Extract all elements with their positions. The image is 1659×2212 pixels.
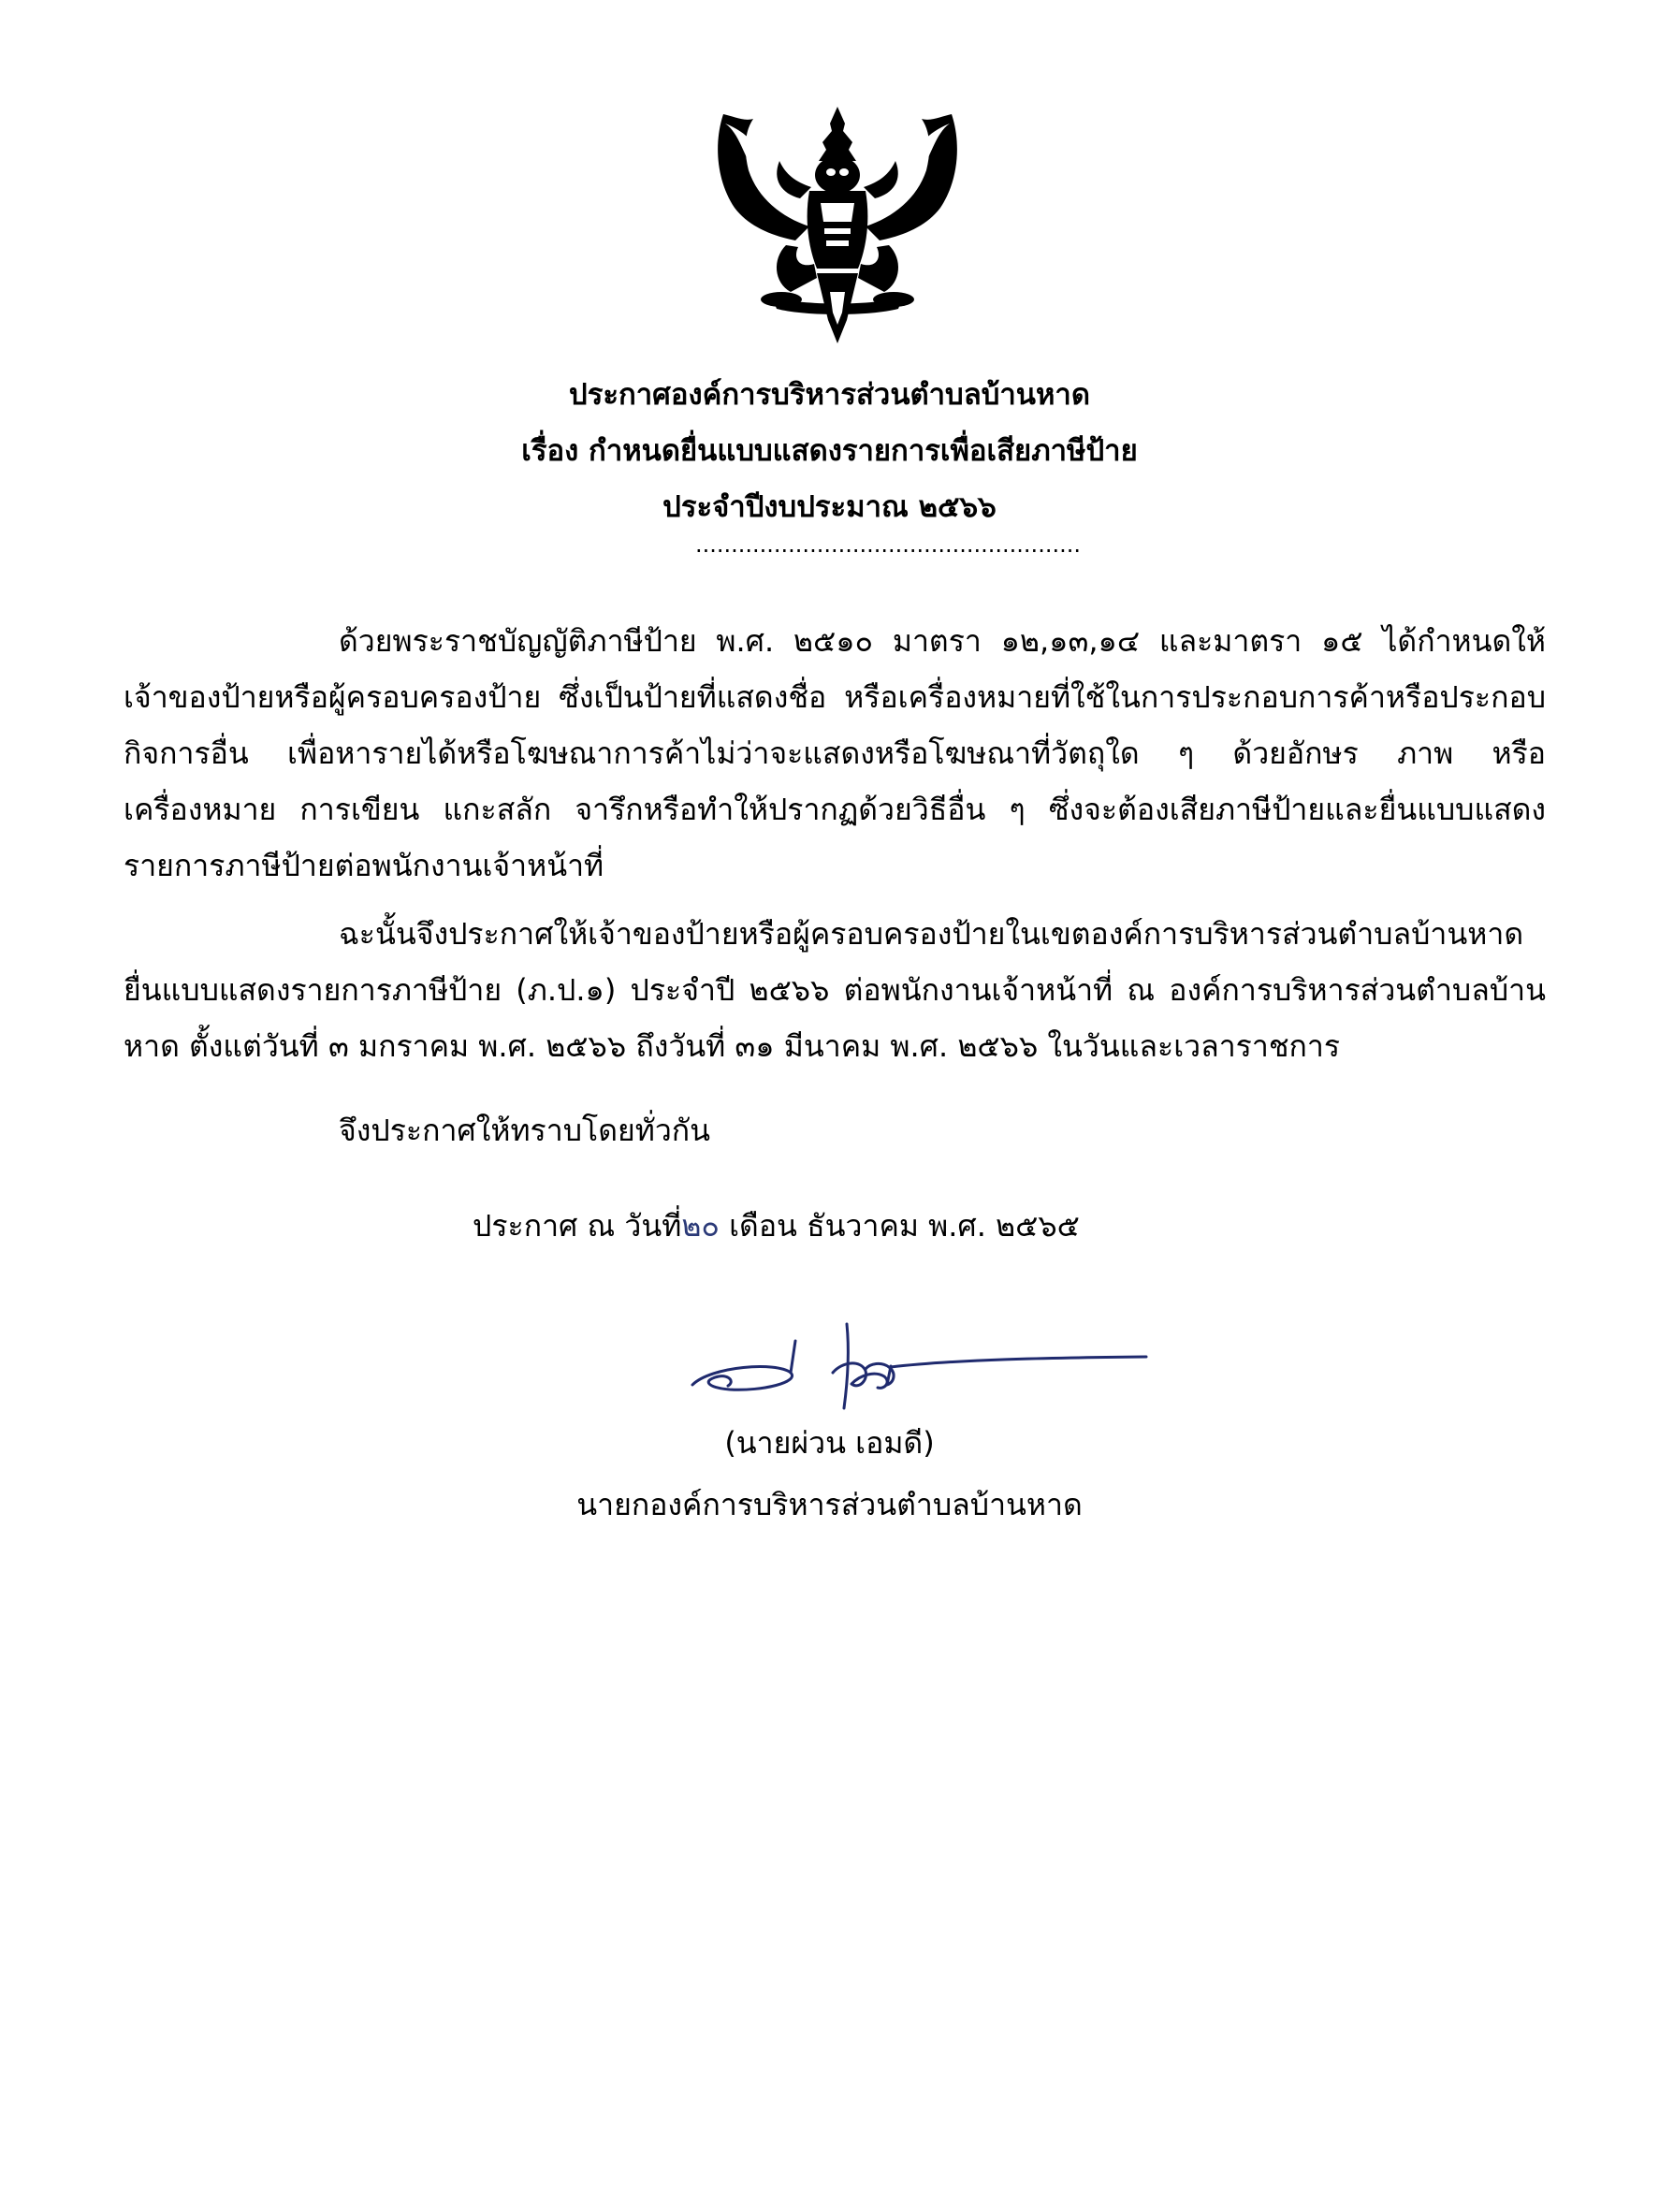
announcement-date <box>473 1198 1080 1254</box>
handwritten-signature <box>674 1315 1151 1418</box>
body-paragraph-3: จึงประกาศให้ทราบโดยทั่วกัน <box>339 1113 711 1148</box>
date-prefix: ประกาศ ณ วันที่ <box>473 1208 682 1244</box>
date-month-year: เดือน ธันวาคม พ.ศ. ๒๕๖๕ <box>719 1208 1080 1244</box>
announcement-fiscal-year: ประจำปีงบประมาณ ๒๕๖๖ <box>662 490 997 524</box>
announcement-title: ประกาศองค์การบริหารส่วนตำบลบ้านหาด <box>569 378 1090 412</box>
header-divider: ...................................................... <box>695 531 1081 558</box>
date-day: ๒๐ <box>681 1208 720 1244</box>
body-paragraph-1: ด้วยพระราชบัญญัติภาษีป้าย พ.ศ. ๒๕๑๐ มาตรา ๑๒,๑๓,๑๔ และมาตรา ๑๕ ได้กำหนดให้เจ้าของป้ายหรือผู้ครอบครองป้าย ซึ่งเป็นป้ายที่แสดงชื่อ หรือเครื่องหมายที่ใช้ในการประกอบการค้าหรือประกอบกิจการอื่น เพื่อหารายได้หรือโฆษณาการค้าไม่ว่าจะแสดงหรือโฆษณาที่วัตถุใด ๆ ด้วยอักษร ภาพ หรือเครื่องหมาย การเขียน แกะสลัก จารึกหรือทำให้ปรากฏด้วยวิธีอื่น ๆ ซึ่งจะต้องเสียภาษีป้ายและยื่นแบบแสดงรายการภาษีป้ายต่อพนักงานเจ้าหน้าที่ <box>124 623 1547 883</box>
signatory-name: (นายผ่วน เอมดี) <box>724 1425 935 1461</box>
announcement-subject: เรื่อง กำหนดยื่นแบบแสดงรายการเพื่อเสียภาษีป้าย <box>521 434 1138 468</box>
announcement-header <box>0 367 1659 535</box>
body-paragraph-2: ฉะนั้นจึงประกาศให้เจ้าของป้ายหรือผู้ครอบครองป้ายในเขตองค์การบริหารส่วนตำบลบ้านหาด ยื่นแบบแสดงรายการภาษีป้าย (ภ.ป.๑) ประจำปี ๒๕๖๖ ต่อพนักงานเจ้าหน้าที่ ณ องค์การบริหารส่วนตำบลบ้านหาด ตั้งแต่วันที่ ๓ มกราคม พ.ศ. ๒๕๖๖ ถึงวันที่ ๓๑ มีนาคม พ.ศ. ๒๕๖๖ ในวันและเวลาราชการ <box>124 916 1546 1064</box>
garuda-emblem-icon <box>706 105 968 346</box>
signatory-position: นายกองค์การบริหารส่วนตำบลบ้านหาด <box>576 1487 1083 1522</box>
